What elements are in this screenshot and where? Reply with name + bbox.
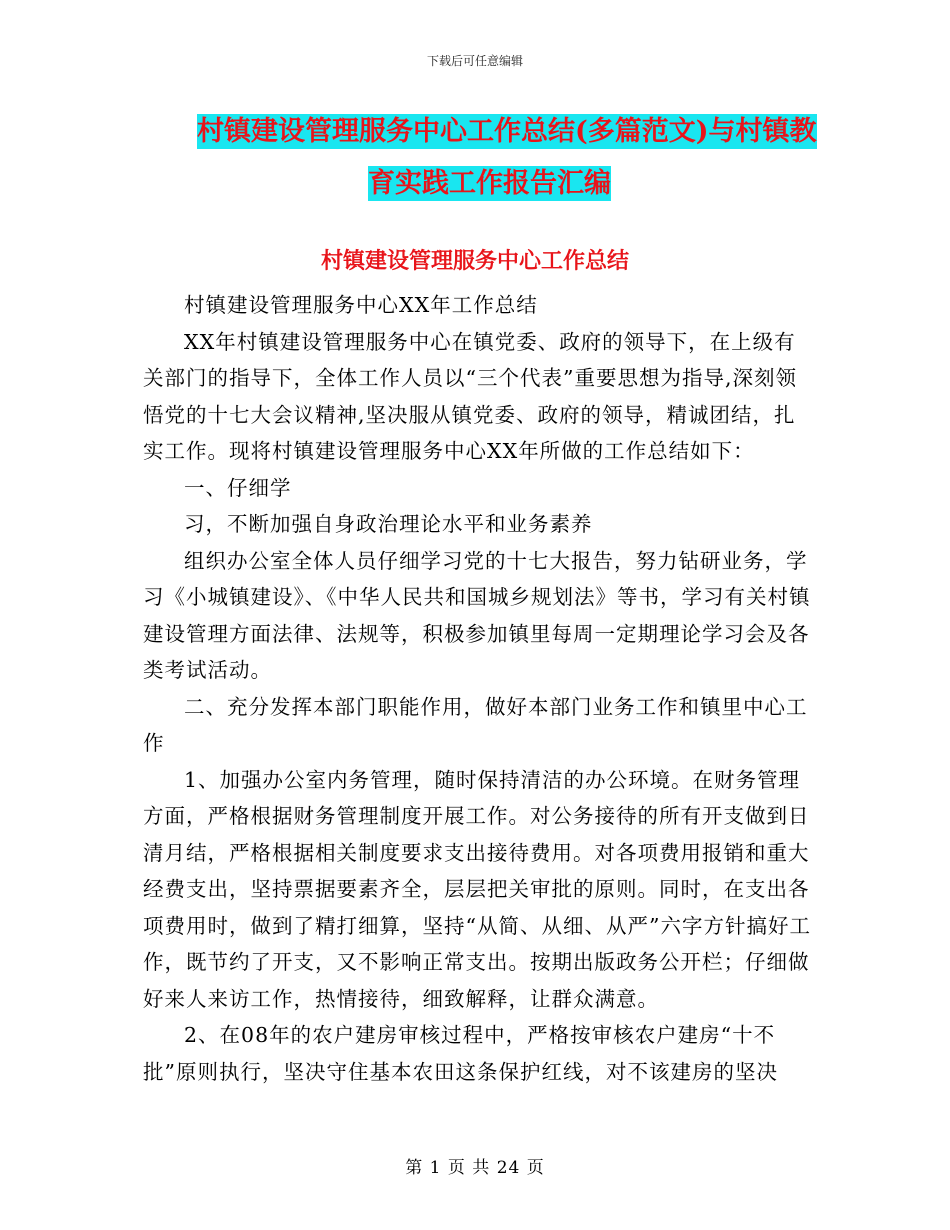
header-note: 下载后可任意编辑 <box>426 54 523 68</box>
paragraph: 习，不断加强自身政治理论水平和业务素养 <box>184 512 593 536</box>
paragraph: 村镇建设管理服务中心XX年工作总结 <box>184 293 538 317</box>
title-line-2: 育实践工作报告汇编 <box>368 168 611 199</box>
paragraph: 1、加强办公室内务管理，随时保持清洁的办公环境。在财务管理方面，严格根据财务管理制度开展工作。对公务接待的所有开支做到日清月结，严格根据相关制度要求支出接待费用。对各项费用报销和重大经费支出，坚持票据要素齐全，层层把关审批的原则。同时，在支出各项费用时，做到了精打细算，坚持“从简、从细、从严”六字方针搞好工作，既节约了开支，又不影响正常支出。按期出版政务公开栏；仔细做好来人来访工作，热情接待，细致解释，让群众满意。 <box>143 767 811 1011</box>
paragraph: XX年村镇建设管理服务中心在镇党委、政府的领导下，在上级有关部门的指导下，全体工作人员以“三个代表”重要思想为指导,深刻领悟党的十七大会议精神,坚决服从镇党委、政府的领导，精诚团结，扎实工作。现将村镇建设管理服务中心XX年所做的工作总结如下： <box>143 329 797 463</box>
title-line-1: 村镇建设管理服务中心工作总结(多篇范文)与村镇教 <box>197 116 817 147</box>
paragraph: 二、充分发挥本部门职能作用，做好本部门业务工作和镇里中心工作 <box>143 694 808 755</box>
paragraph: 2、在08年的农户建房审核过程中，严格按审核农户建房“十不批”原则执行，坚决守住基本农田这条保护红线，对不该建房的坚决 <box>143 1023 778 1084</box>
paragraph: 一、仔细学 <box>184 475 292 500</box>
paragraph: 组织办公室全体人员仔细学习党的十七大报告，努力钻研业务，学习《小城镇建设》、《中华人民共和国城乡规划法》等书，学习有关村镇建设管理方面法律、法规等，积极参加镇里每周一定期理论学习会及各类考试活动。 <box>143 548 811 682</box>
document-title <box>140 106 820 210</box>
page-number: 第 1 页 共 24 页 <box>405 1158 545 1178</box>
section-title: 村镇建设管理服务中心工作总结 <box>320 248 629 274</box>
body-text <box>143 287 813 1090</box>
